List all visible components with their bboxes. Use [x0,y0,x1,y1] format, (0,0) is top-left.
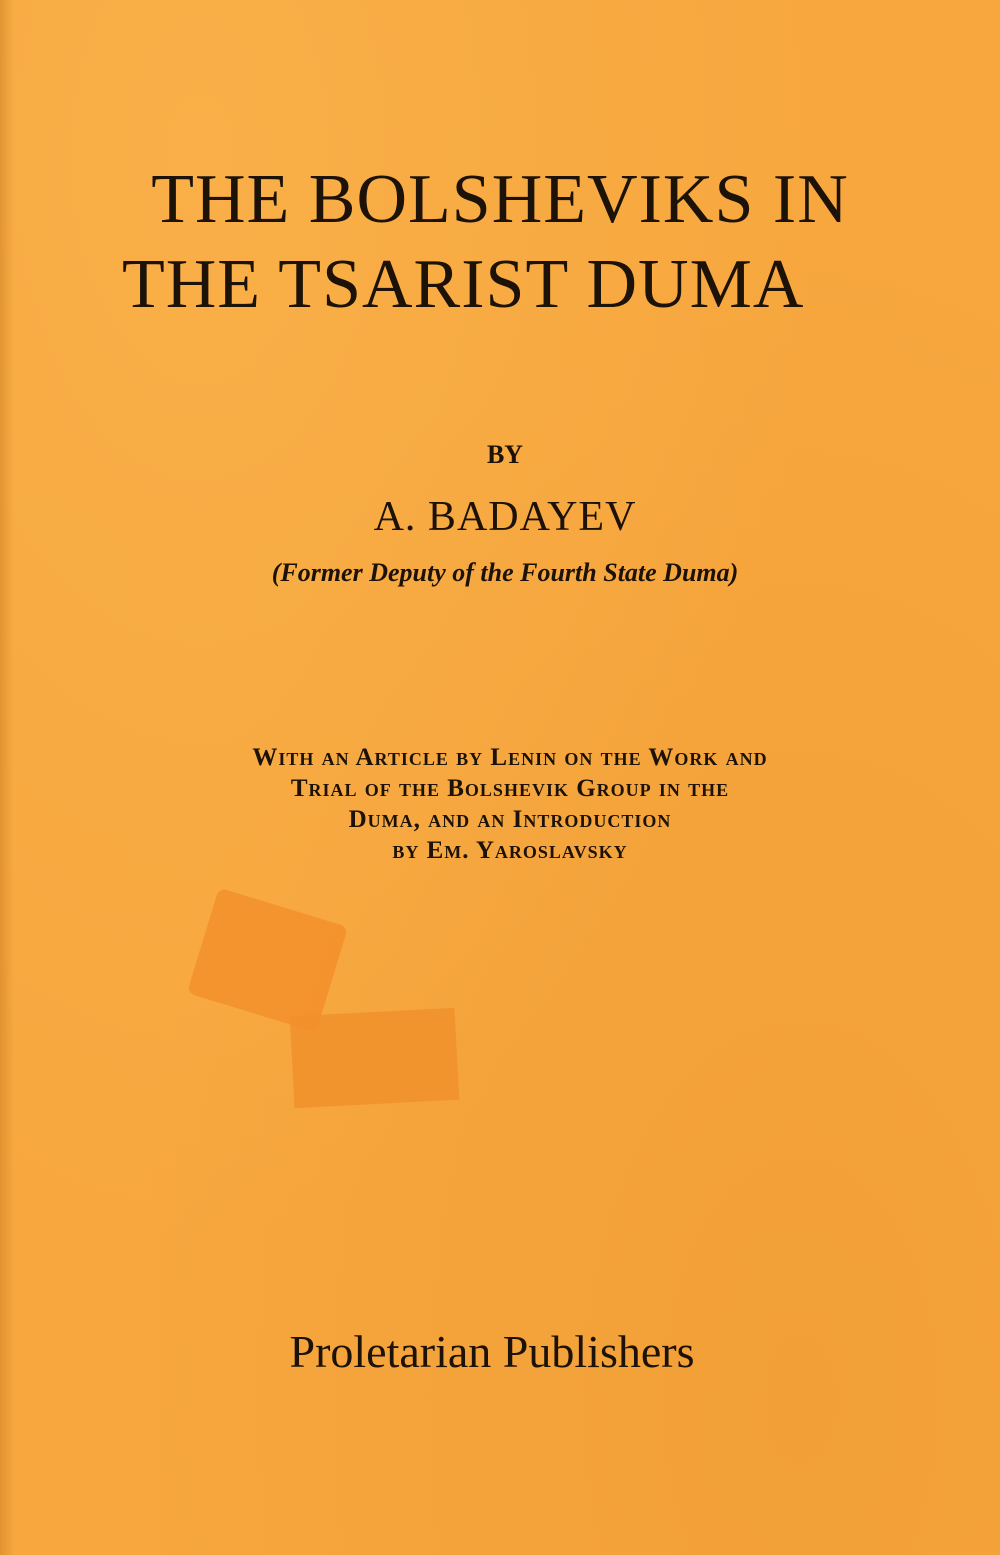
author-name: A. BADAYEV [373,494,637,540]
article-line-1: With an Article by Lenin on the Work and [252,744,768,771]
tape-stain-1 [187,888,348,1033]
title-line-1: THE BOLSHEVIKS IN [151,161,849,238]
tape-stain-2 [290,1008,460,1109]
article-line-4: by Em. Yaroslavsky [392,837,628,864]
author-note: (Former Deputy of the Fourth State Duma) [271,558,739,587]
title-line-2: THE TSARIST DUMA [122,246,805,323]
article-line-2: Trial of the Bolshevik Group in the [290,775,730,802]
publisher-name: Proletarian Publishers [289,1326,695,1377]
article-note [120,742,900,866]
article-line-3: Duma, and an Introduction [348,806,672,833]
by-label: BY [486,440,524,469]
